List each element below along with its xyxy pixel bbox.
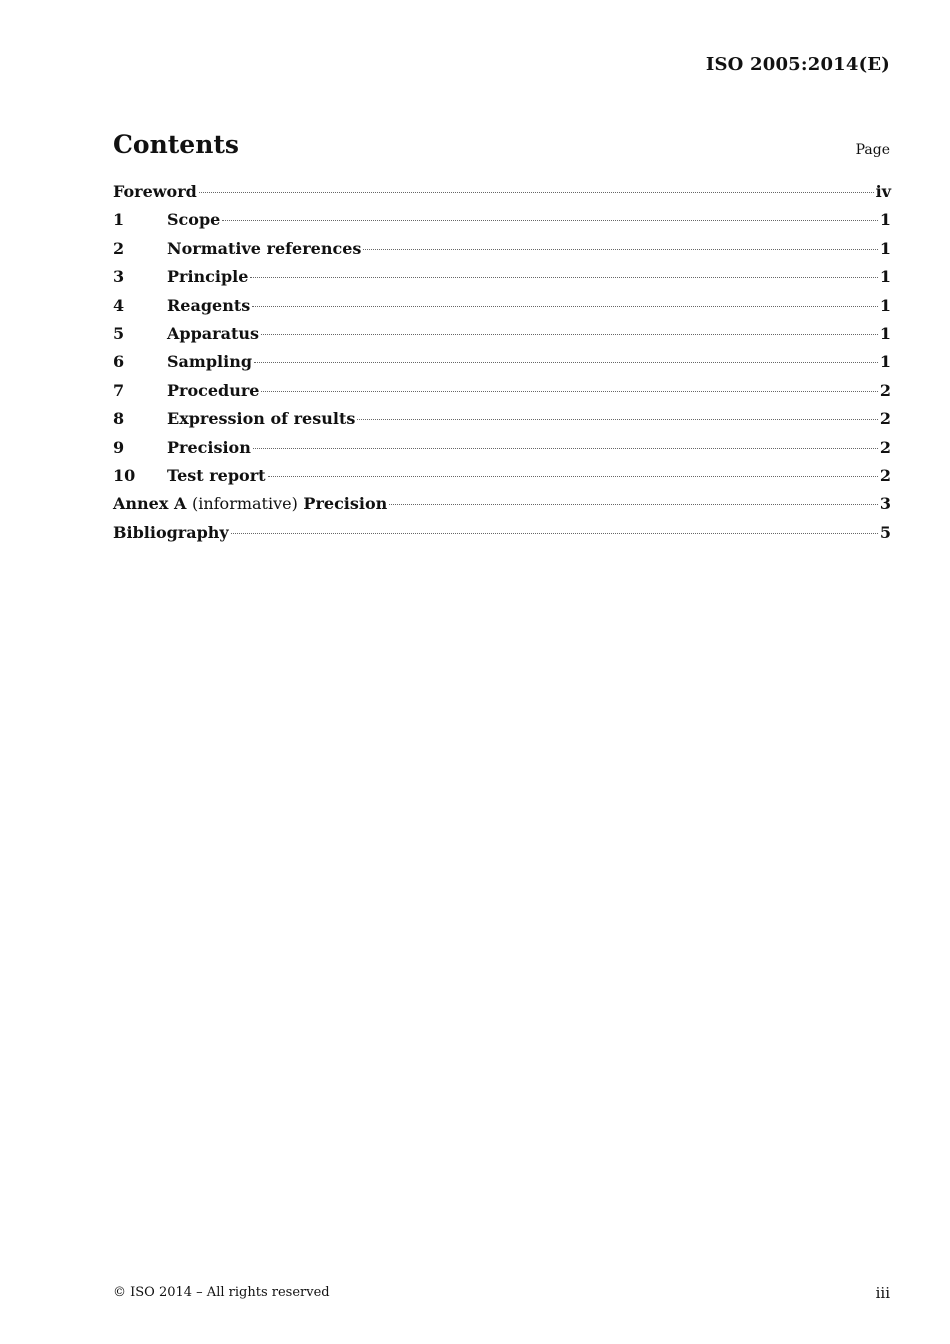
toc-entry-sampling[interactable]	[113, 352, 891, 380]
annex-title: Precision	[303, 494, 388, 514]
toc-entry-title: Foreword	[113, 182, 197, 201]
dot-leader	[363, 249, 877, 250]
toc-entry-title: Bibliography	[113, 522, 229, 542]
toc-entry-title: Apparatus	[167, 323, 259, 343]
footer-copyright: © ISO 2014 – All rights reserved	[113, 1285, 330, 1300]
toc-entry-page: iv	[875, 182, 891, 201]
table-of-contents	[113, 182, 891, 551]
toc-entry-bibliography[interactable]	[113, 523, 891, 551]
dot-leader	[252, 306, 878, 307]
dot-leader	[222, 220, 878, 221]
toc-entry-number: 1	[113, 210, 125, 230]
document-code: ISO 2005:2014(E)	[705, 54, 890, 75]
toc-entry-number: 5	[113, 323, 125, 343]
toc-entry-title: Test report	[167, 465, 266, 485]
toc-entry-page: 3	[879, 494, 891, 514]
toc-entry-page: 1	[879, 267, 891, 287]
toc-entry-expression-of-results[interactable]	[113, 409, 891, 437]
dot-leader	[231, 533, 878, 534]
toc-entry-number: 7	[113, 380, 125, 400]
dot-leader	[199, 192, 874, 193]
toc-entry-annex-a[interactable]	[113, 494, 891, 522]
toc-entry-principle[interactable]	[113, 267, 891, 295]
toc-entry-precision[interactable]	[113, 438, 891, 466]
toc-entry-page: 5	[879, 522, 891, 542]
contents-heading: Contents	[113, 130, 240, 159]
toc-entry-title: Procedure	[167, 380, 260, 400]
toc-entry-title: Precision	[167, 437, 251, 457]
toc-entry-title: Reagents	[167, 295, 251, 315]
dot-leader	[253, 448, 878, 449]
toc-entry-title: Sampling	[167, 352, 253, 372]
footer-page-number: iii	[875, 1284, 890, 1302]
annex-qualifier: (informative)	[191, 494, 298, 514]
toc-entry-page: 1	[879, 352, 891, 372]
toc-entry-page: 1	[879, 323, 891, 343]
dot-leader	[250, 277, 877, 278]
toc-entry-test-report[interactable]	[113, 466, 891, 494]
toc-entry-page: 2	[879, 380, 891, 400]
toc-entry-scope[interactable]	[113, 210, 891, 238]
dot-leader	[389, 504, 878, 505]
dot-leader	[261, 391, 877, 392]
toc-entry-title: Expression of results	[167, 409, 356, 429]
toc-entry-title: Principle	[167, 267, 249, 287]
toc-entry-page: 2	[879, 409, 891, 429]
toc-entry-page: 1	[879, 295, 891, 315]
toc-entry-number: 4	[113, 295, 125, 315]
toc-entry-number: 6	[113, 352, 125, 372]
toc-entry-reagents[interactable]	[113, 296, 891, 324]
page-column-label: Page	[855, 142, 890, 158]
dot-leader	[268, 476, 878, 477]
toc-entry-title	[113, 494, 387, 513]
toc-entry-page: 1	[879, 210, 891, 230]
toc-entry-foreword[interactable]	[113, 182, 891, 210]
dot-leader	[357, 419, 878, 420]
toc-entry-number: 8	[113, 409, 125, 429]
toc-entry-page: 2	[879, 437, 891, 457]
dot-leader	[261, 334, 878, 335]
toc-entry-title: Scope	[167, 210, 221, 230]
toc-entry-title: Normative references	[167, 238, 362, 258]
toc-entry-apparatus[interactable]	[113, 324, 891, 352]
toc-entry-number: 10	[113, 465, 136, 485]
toc-entry-normative-references[interactable]	[113, 239, 891, 267]
toc-entry-number: 2	[113, 238, 125, 258]
toc-entry-page: 2	[879, 465, 891, 485]
toc-entry-number: 9	[113, 437, 125, 457]
dot-leader	[254, 362, 878, 363]
toc-entry-page: 1	[879, 238, 891, 258]
toc-entry-number: 3	[113, 267, 125, 287]
toc-entry-procedure[interactable]	[113, 381, 891, 409]
annex-label: Annex A	[113, 494, 187, 514]
